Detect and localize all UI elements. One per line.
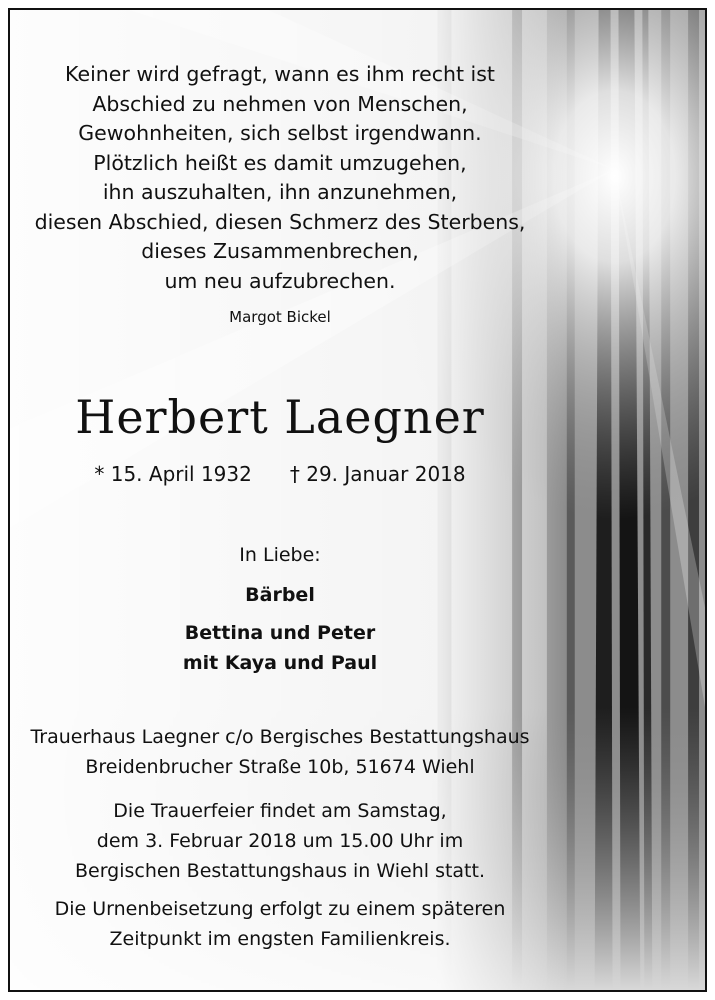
burial-line: Die Urnenbeisetzung erfolgt zu einem späteren — [54, 898, 506, 920]
obituary-frame — [8, 8, 707, 992]
mourner-group — [10, 618, 550, 678]
mourner-name: Bettina und Peter — [184, 622, 376, 644]
poem-line: dieses Zusammenbrechen, — [141, 239, 419, 263]
burial-line: Zeitpunkt im engsten Familienkreis. — [109, 928, 451, 950]
mourners-intro: In Liebe: — [239, 544, 321, 566]
mourner-name: Bärbel — [245, 584, 315, 606]
address-line: Trauerhaus Laegner c/o Bergisches Bestattungshaus — [30, 726, 530, 748]
ceremony-line: Bergischen Bestattungshaus in Wiehl statt. — [74, 860, 485, 882]
address-line: Breidenbrucher Straße 10b, 51674 Wiehl — [85, 756, 475, 778]
funeral-ceremony-info — [10, 796, 550, 886]
poem-line: Abschied zu nehmen von Menschen, — [92, 91, 468, 116]
poem — [10, 60, 550, 296]
urn-burial-info — [10, 894, 550, 954]
poem-line: Keiner wird gefragt, wann es ihm recht ist — [65, 62, 495, 86]
poem-line: Gewohnheiten, sich selbst irgendwann. — [78, 121, 482, 145]
poem-line: ihn auszuhalten, ihn anzunehmen, — [102, 180, 458, 204]
ceremony-line: Die Trauerfeier findet am Samstag, — [113, 800, 447, 822]
death-date: † 29. Januar 2018 — [289, 462, 466, 486]
deceased-name: Herbert Laegner — [75, 390, 485, 444]
poem-line: Plötzlich heißt es damit umzugehen, — [93, 150, 467, 175]
poem-line: diesen Abschied, diesen Schmerz des Sterbens, — [34, 209, 526, 234]
poem-author: Margot Bickel — [229, 308, 331, 326]
mourner-name: mit Kaya und Paul — [182, 652, 378, 674]
mourning-address — [10, 722, 550, 782]
ceremony-line: dem 3. Februar 2018 um 15.00 Uhr im — [96, 830, 464, 852]
life-dates — [10, 462, 550, 486]
poem-line: um neu aufzubrechen. — [164, 268, 396, 293]
obituary-text-area — [10, 10, 550, 990]
mourner-group — [10, 580, 550, 610]
birth-date: * 15. April 1932 — [94, 462, 252, 486]
